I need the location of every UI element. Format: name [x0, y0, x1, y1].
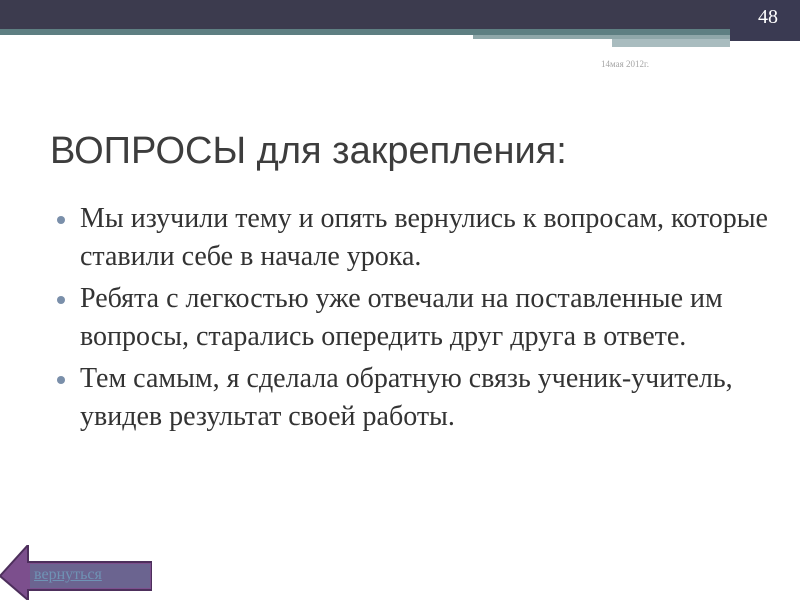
slide-date: 14мая 2012г. [601, 59, 649, 69]
bullet-item [52, 280, 772, 356]
back-button[interactable] [0, 545, 152, 600]
bullet-dot-icon [57, 376, 65, 384]
header-stripe [612, 39, 730, 47]
top-bar [0, 0, 800, 29]
bullet-list [52, 200, 772, 440]
back-link[interactable]: вернуться [34, 566, 102, 583]
bullet-item [52, 360, 772, 436]
bullet-item [52, 200, 772, 276]
page-number-box [730, 0, 800, 41]
bullet-text: Тем самым, я сделала обратную связь ученик-учитель, увидев результат своей работы. [80, 363, 733, 432]
slide-title: ВОПРОСЫ для закрепления: [50, 130, 567, 172]
bullet-dot-icon [57, 216, 65, 224]
bullet-dot-icon [57, 296, 65, 304]
page-number: 48 [758, 6, 778, 28]
bullet-text: Ребята с легкостью уже отвечали на поставленные им вопросы, старались опередить друг друга в ответе. [80, 283, 723, 352]
bullet-text: Мы изучили тему и опять вернулись к вопросам, которые ставили себе в начале урока. [80, 203, 768, 272]
